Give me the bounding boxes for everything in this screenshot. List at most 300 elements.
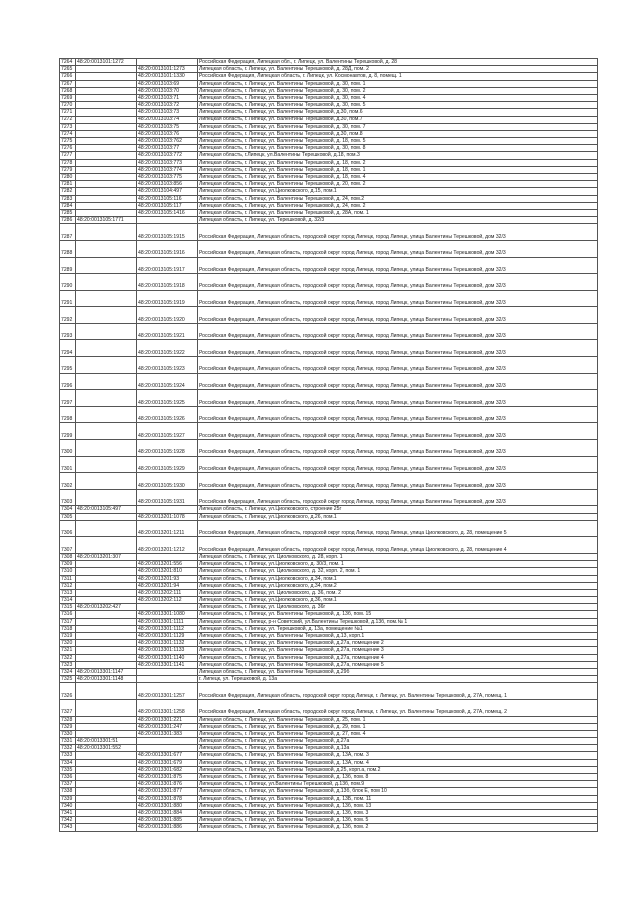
table-row (60, 699, 598, 716)
address-cell: Липецкая область, г. Липецк, ул. Валентины Терешковой, д.13б, блок Е, пом 10 (198, 788, 598, 795)
row-number-cell: 7277 (60, 152, 76, 159)
address-cell: Российская Федерация, Липецкая область, городской округ город Липецк, город Липецк, улица Валентины Терешковой, дом 32/3 (198, 406, 598, 423)
row-number-cell: 7296 (60, 373, 76, 390)
table-row (60, 224, 598, 241)
object-number-cell: 48:20:0013301:1132 (137, 640, 198, 647)
address-cell: Липецкая область, г. Липецк, ул. Валентины Терешковой, д. 13б, пом. 8 (198, 774, 598, 781)
table-row (60, 188, 598, 195)
table-row (60, 138, 598, 145)
object-number-cell: 48:20:0013103:762 (137, 138, 198, 145)
object-number-cell: 48:20:0013103:73 (137, 109, 198, 116)
object-number-cell: 48:20:0013105:1926 (137, 406, 198, 423)
row-number-cell: 7278 (60, 159, 76, 166)
table-row (60, 423, 598, 440)
row-number-cell: 7309 (60, 561, 76, 568)
address-cell: Липецкая область, г. Липецк, ул. Валентины Терешковой, д. 18, пом. 2 (198, 159, 598, 166)
address-cell: Липецкая область, г.Липецк, ул.Валентины Терешковой, д.18, пом.3 (198, 152, 598, 159)
address-cell: Липецкая область, г. Липецк, ул. Валентины Терешковой, д.13, корп.1 (198, 633, 598, 640)
row-number-cell: 7320 (60, 640, 76, 647)
address-cell: Липецкая область, г. Липецк, ул. Валентины Терешковой, д. 18, пом. 4 (198, 174, 598, 181)
address-cell: Российская Федерация, Липецкая обл., г. Липецк, ул. Валентины Терешковой, д. 28 (198, 59, 598, 66)
address-cell: Российская Федерация, Липецкая область, городской округ город Липецк, город Липецк, улица Валентины Терешковой, дом 32/3 (198, 473, 598, 490)
address-cell: Российская Федерация, Липецкая область, городской округ город Липецк, город Липецк, улица Валентины Терешковой, дом 32/3 (198, 390, 598, 407)
address-cell: Липецкая область, г. Липецк, ул. Валентины Терешковой, д. 30, пом. 7 (198, 123, 598, 130)
row-number-cell: 7312 (60, 582, 76, 589)
object-number-cell: 48:20:0013301:877 (137, 788, 198, 795)
table-row (60, 716, 598, 723)
table-row (60, 597, 598, 604)
object-number-cell: 48:20:0013105:1917 (137, 257, 198, 274)
object-number-cell (137, 668, 198, 675)
row-number-cell: 7268 (60, 87, 76, 94)
object-number-cell: 48:20:0013201:1211 (137, 520, 198, 537)
object-number-cell: 48:20:0013105:1927 (137, 423, 198, 440)
address-cell: Липецкая область, г. Липецк, ул. Валентины Терешковой, д.25, корп.а, пом.2 (198, 766, 598, 773)
table-row (60, 66, 598, 73)
table-row (60, 209, 598, 216)
row-number-cell: 7321 (60, 647, 76, 654)
row-number-cell: 7319 (60, 633, 76, 640)
row-number-cell: 7269 (60, 94, 76, 101)
object-number-cell: 48:20:0013201:93 (137, 575, 198, 582)
table-row (60, 195, 598, 202)
parcel-number-cell (76, 152, 137, 159)
row-number-cell: 7288 (60, 240, 76, 257)
object-number-cell: 48:20:0013301:1133 (137, 647, 198, 654)
table-row (60, 406, 598, 423)
parcel-number-cell (76, 618, 137, 625)
object-number-cell: 48:20:0013201:1212 (137, 537, 198, 554)
parcel-number-cell: 48:20:0013301:1148 (76, 676, 137, 683)
object-number-cell: 48:20:0013105:1922 (137, 340, 198, 357)
table-row (60, 817, 598, 824)
table-row (60, 506, 598, 513)
object-number-cell: 48:20:0013301:875 (137, 774, 198, 781)
parcel-number-cell (76, 611, 137, 618)
parcel-number-cell (76, 145, 137, 152)
address-cell: Российская Федерация, Липецкая область, городской округ город Липецк, город Липецк, улица Валентины Терешковой, дом 32/3 (198, 340, 598, 357)
table-row (60, 589, 598, 596)
address-cell: Липецкая область, г. Липецк, ул.Циолковского, д.34, пом.2 (198, 582, 598, 589)
parcel-number-cell (76, 340, 137, 357)
object-number-cell: 48:20:0013101:1273 (137, 66, 198, 73)
table-row (60, 130, 598, 137)
object-number-cell: 48:20:0013301:1111 (137, 618, 198, 625)
parcel-number-cell (76, 683, 137, 700)
parcel-number-cell (76, 138, 137, 145)
address-cell: Липецкая область, г. Липецк, ул.Валентины Терешковой, д.13б, пом.9 (198, 781, 598, 788)
table-row (60, 553, 598, 560)
row-number-cell: 7292 (60, 307, 76, 324)
address-cell: Российская Федерация, Липецкая область, городской округ город Липецк, город Липецк, улица Валентины Терешковой, дом 32/3 (198, 440, 598, 457)
parcel-number-cell (76, 568, 137, 575)
address-cell: Липецкая область, г. Липецк, ул. Терешковой, д. 13а, помещение №1 (198, 625, 598, 632)
table-row (60, 788, 598, 795)
row-number-cell: 7324 (60, 668, 76, 675)
address-cell: Липецкая область, г. Липецк, ул.Циолковского, д.36, пом.1 (198, 597, 598, 604)
address-cell: Российская Федерация, Липецкая область, городской округ город Липецк, г. Липецк, ул. Валентины Терешковой, д. 27А, помещ. 2 (198, 699, 598, 716)
object-number-cell: 48:20:0013103:70 (137, 87, 198, 94)
parcel-number-cell (76, 274, 137, 291)
parcel-number-cell (76, 716, 137, 723)
address-cell: Липецкая область, г. Липецк, ул. Валентины Терешковой, д.27а, помещение 5 (198, 661, 598, 668)
object-number-cell: 48:20:0013105:1929 (137, 456, 198, 473)
row-number-cell: 7274 (60, 130, 76, 137)
row-number-cell: 7291 (60, 290, 76, 307)
address-cell: Липецкая область, г. Липецк, ул.Циолковского, д.34, пом.1 (198, 575, 598, 582)
object-number-cell: 48:20:0013103:72 (137, 102, 198, 109)
parcel-number-cell (76, 752, 137, 759)
row-number-cell: 7305 (60, 513, 76, 520)
object-number-cell: 48:20:0013101:1330 (137, 73, 198, 80)
table-row (60, 640, 598, 647)
parcel-number-cell (76, 575, 137, 582)
address-cell: Липецкая область, г. Липецк, ул. Валентины Терешковой, д. 13А, пом. 3 (198, 752, 598, 759)
table-row (60, 752, 598, 759)
object-number-cell: 48:20:0013105:1919 (137, 290, 198, 307)
object-number-cell: 48:20:0013301:1141 (137, 661, 198, 668)
address-cell: Российская Федерация, Липецкая область, городской округ город Липецк, город Липецк, улица Валентины Терешковой, дом 32/3 (198, 274, 598, 291)
row-number-cell: 7271 (60, 109, 76, 116)
table-row (60, 738, 598, 745)
address-cell: Липецкая область, г. Липецк, ул. Валентины Терешковой, д. 13б, пом. 5 (198, 817, 598, 824)
address-cell: Российская Федерация, Липецкая область, городской округ город Липецк, город Липецк, улица Валентины Терешковой, дом 32/3 (198, 224, 598, 241)
address-cell: Липецкая область, г. Липецк, ул. Валентины Терешковой, д. 30, пом. 4 (198, 94, 598, 101)
object-number-cell: 48:20:0013301:885 (137, 817, 198, 824)
object-number-cell: 48:20:0013202:112 (137, 597, 198, 604)
parcel-number-cell (76, 781, 137, 788)
address-cell: Российская Федерация, Липецкая область, городской округ город Липецк, город Липецк, улица Валентины Терешковой, дом 32/3 (198, 290, 598, 307)
object-number-cell: 48:20:0013201:810 (137, 568, 198, 575)
parcel-number-cell: 48:20:0013105:497 (76, 506, 137, 513)
object-number-cell: 48:20:0013105:1923 (137, 357, 198, 374)
parcel-number-cell (76, 456, 137, 473)
row-number-cell: 7338 (60, 788, 76, 795)
table-row (60, 87, 598, 94)
table-row (60, 489, 598, 506)
parcel-number-cell (76, 195, 137, 202)
parcel-number-cell (76, 290, 137, 307)
object-number-cell: 48:20:0013301:1140 (137, 654, 198, 661)
table-row (60, 102, 598, 109)
object-number-cell: 48:20:0013105:117 (137, 202, 198, 209)
table-row (60, 633, 598, 640)
table-row (60, 520, 598, 537)
parcel-number-cell (76, 240, 137, 257)
table-row (60, 307, 598, 324)
address-cell: Липецкая область, г. Липецк, ул. Циолковского, д. 32, корп. 2, пом. 1 (198, 568, 598, 575)
row-number-cell: 7293 (60, 323, 76, 340)
row-number-cell: 7302 (60, 473, 76, 490)
parcel-number-cell (76, 66, 137, 73)
row-number-cell: 7313 (60, 589, 76, 596)
row-number-cell: 7322 (60, 654, 76, 661)
parcel-number-cell (76, 489, 137, 506)
address-cell: Российская Федерация, Липецкая область, городской округ город Липецк, город Липецк, улица Валентины Терешковой, дом 32/3 (198, 323, 598, 340)
address-cell: Липецкая область, г. Липецк, ул. Валентины Терешковой, д. 24, пом.2 (198, 195, 598, 202)
row-number-cell: 7266 (60, 73, 76, 80)
parcel-number-cell (76, 102, 137, 109)
object-number-cell: 48:20:0013301:1258 (137, 699, 198, 716)
address-cell: Липецкая область, г. Липецк, ул. Валентины Терешковой, д. 18, пом. 1 (198, 166, 598, 173)
object-number-cell: 48:20:0013103:71 (137, 94, 198, 101)
object-number-cell: 48:20:0013103:773 (137, 159, 198, 166)
object-number-cell: 48:20:0013105:1925 (137, 390, 198, 407)
table-row (60, 604, 598, 611)
address-cell: Российская Федерация, Липецкая область, г. Липецк, ул. Космонавтов, д. 8, помещ. 1 (198, 73, 598, 80)
row-number-cell: 7273 (60, 123, 76, 130)
row-number-cell: 7272 (60, 116, 76, 123)
parcel-number-cell (76, 647, 137, 654)
table-row (60, 116, 598, 123)
row-number-cell: 7343 (60, 824, 76, 831)
object-number-cell: 48:20:0013202:111 (137, 589, 198, 596)
object-number-cell: 48:20:0013301:876 (137, 781, 198, 788)
object-number-cell: 48:20:0013301:682 (137, 766, 198, 773)
table-row (60, 240, 598, 257)
address-cell: Липецкая область, г. Липецк, ул. Валентины Терешковой, д. 29, пом. 1 (198, 723, 598, 730)
address-cell: Липецкая область, г. Липецк, ул. Валентины Терешковой, д. 28А, пом. 1 (198, 209, 598, 216)
parcel-number-cell: 48:20:0013301:1147 (76, 668, 137, 675)
table-row (60, 94, 598, 101)
row-number-cell: 7306 (60, 520, 76, 537)
table-row (60, 290, 598, 307)
object-number-cell: 48:20:0013105:1921 (137, 323, 198, 340)
object-number-cell: 48:20:0013103:75 (137, 123, 198, 130)
row-number-cell: 7307 (60, 537, 76, 554)
registry-table (59, 58, 598, 832)
object-number-cell: 48:20:0013201:1078 (137, 513, 198, 520)
parcel-number-cell (76, 257, 137, 274)
parcel-number-cell (76, 824, 137, 831)
row-number-cell: 7326 (60, 683, 76, 700)
row-number-cell: 7284 (60, 202, 76, 209)
address-cell: Российская Федерация, Липецкая область, городской округ город Липецк, город Липецк, улица Валентины Терешковой, дом 32/3 (198, 307, 598, 324)
object-number-cell (137, 59, 198, 66)
object-number-cell: 48:20:0013105:1928 (137, 440, 198, 457)
parcel-number-cell (76, 795, 137, 802)
table-row (60, 109, 598, 116)
table-row (60, 145, 598, 152)
address-cell: Липецкая область, г. Липецк, ул. Валентины Терешковой, д.27а, помещение 2 (198, 640, 598, 647)
parcel-number-cell (76, 633, 137, 640)
parcel-number-cell (76, 390, 137, 407)
table-row (60, 159, 598, 166)
parcel-number-cell (76, 323, 137, 340)
parcel-number-cell (76, 723, 137, 730)
address-cell: Липецкая область, г. Липецк, ул. Валентины Терешковой, д. 30, пом. 8 (198, 145, 598, 152)
table-row (60, 647, 598, 654)
object-number-cell: 48:20:0013103:772 (137, 152, 198, 159)
address-cell: Российская Федерация, Липецкая область, городской округ город Липецк, г. Липецк, ул. Валентины Терешковой, д. 27А, помещ. 1 (198, 683, 598, 700)
row-number-cell: 7264 (60, 59, 76, 66)
table-row (60, 676, 598, 683)
address-cell: Липецкая область, г. Липецк, ул. Валентины Терешковой, д.27а, помещение 3 (198, 647, 598, 654)
row-number-cell: 7317 (60, 618, 76, 625)
table-row (60, 456, 598, 473)
object-number-cell (137, 738, 198, 745)
row-number-cell: 7300 (60, 440, 76, 457)
address-cell: Липецкая область, г. Липецк, ул.Циолковского, д. 30/3, пом. 1 (198, 561, 598, 568)
parcel-number-cell (76, 589, 137, 596)
registry-rows (60, 59, 598, 832)
row-number-cell: 7286 (60, 217, 76, 224)
table-row (60, 73, 598, 80)
row-number-cell: 7316 (60, 611, 76, 618)
row-number-cell: 7336 (60, 774, 76, 781)
address-cell: Российская Федерация, Липецкая область, городской округ город Липецк, город Липецк, улица Валентины Терешковой, дом 32/3 (198, 489, 598, 506)
object-number-cell (137, 604, 198, 611)
table-row (60, 759, 598, 766)
row-number-cell: 7331 (60, 738, 76, 745)
address-cell: Липецкая область, г. Липецк, ул. Валентины Терешковой, д. 13Б, пом. 11 (198, 795, 598, 802)
table-row (60, 809, 598, 816)
parcel-number-cell (76, 188, 137, 195)
table-row (60, 582, 598, 589)
parcel-number-cell (76, 699, 137, 716)
row-number-cell: 7280 (60, 174, 76, 181)
table-row (60, 611, 598, 618)
object-number-cell: 48:20:0013105:1918 (137, 274, 198, 291)
object-number-cell: 48:20:0013105:1931 (137, 489, 198, 506)
parcel-number-cell (76, 774, 137, 781)
row-number-cell: 7335 (60, 766, 76, 773)
table-row (60, 513, 598, 520)
row-number-cell: 7325 (60, 676, 76, 683)
parcel-number-cell: 48:20:0013201:307 (76, 553, 137, 560)
address-cell: Липецкая область, г. Липецк, ул. Валентины Терешковой, д. 18, пом. 5 (198, 138, 598, 145)
parcel-number-cell (76, 109, 137, 116)
parcel-number-cell (76, 406, 137, 423)
address-cell: Липецкая область, г. Липецк, ул. Валентины Терешковой, д. 13б, пом. 2 (198, 824, 598, 831)
object-number-cell: 48:20:0013103:74 (137, 116, 198, 123)
parcel-number-cell (76, 561, 137, 568)
object-number-cell: 48:20:0013301:677 (137, 752, 198, 759)
object-number-cell: 48:20:0013103:856 (137, 181, 198, 188)
row-number-cell: 7311 (60, 575, 76, 582)
parcel-number-cell (76, 802, 137, 809)
address-cell: Липецкая область, г. Липецк, ул. Валентины Терешковой, д. 30, пом. 2 (198, 87, 598, 94)
address-cell: Липецкая область, г. Липецк, ул. Валентины Терешковой, д.13а (198, 745, 598, 752)
address-cell: Липецкая область, г. Липецк, ул. Циолковского, д. 36, пом. 2 (198, 589, 598, 596)
address-cell: Российская Федерация, Липецкая область, городской округ город Липецк, город Липецк, улица Валентины Терешковой, дом 32/3 (198, 357, 598, 374)
object-number-cell (137, 745, 198, 752)
table-row (60, 274, 598, 291)
object-number-cell: 48:20:0013105:1930 (137, 473, 198, 490)
parcel-number-cell (76, 357, 137, 374)
parcel-number-cell (76, 166, 137, 173)
address-cell: Липецкая область, г. Липецк, ул. Валентины Терешковой, д. 30, пом. 5 (198, 102, 598, 109)
parcel-number-cell (76, 513, 137, 520)
parcel-number-cell (76, 87, 137, 94)
table-row (60, 668, 598, 675)
parcel-number-cell (76, 473, 137, 490)
row-number-cell: 7275 (60, 138, 76, 145)
row-number-cell: 7283 (60, 195, 76, 202)
object-number-cell: 48:20:0013103:775 (137, 174, 198, 181)
object-number-cell: 48:20:0013105:116 (137, 195, 198, 202)
row-number-cell: 7287 (60, 224, 76, 241)
object-number-cell: 48:20:0013105:1924 (137, 373, 198, 390)
parcel-number-cell (76, 520, 137, 537)
object-number-cell: 48:20:0013104:497 (137, 188, 198, 195)
row-number-cell: 7323 (60, 661, 76, 668)
object-number-cell: 48:20:0013301:878 (137, 795, 198, 802)
table-row (60, 766, 598, 773)
table-row (60, 59, 598, 66)
table-row (60, 537, 598, 554)
parcel-number-cell (76, 625, 137, 632)
address-cell: Липецкая область, г. Липецк, ул. Валентины Терешковой, д. 13б, пом. 13 (198, 802, 598, 809)
parcel-number-cell (76, 94, 137, 101)
parcel-number-cell (76, 766, 137, 773)
address-cell: Липецкая область, г. Липецк, ул. Валентины Терешковой, д. 13б, пом. 3 (198, 809, 598, 816)
address-cell: Российская Федерация, Липецкая область, городской округ город Липецк, город Липецк, улица Циолковского, д. 28, помещение 5 (198, 520, 598, 537)
table-row (60, 373, 598, 390)
row-number-cell: 7334 (60, 759, 76, 766)
object-number-cell: 48:20:0013103:69 (137, 80, 198, 87)
table-row (60, 340, 598, 357)
object-number-cell: 48:20:0013105:1416 (137, 209, 198, 216)
address-cell: Липецкая область, г. Липецк, ул. Валентины Терешковой, д.27а, помещение 4 (198, 654, 598, 661)
row-number-cell: 7279 (60, 166, 76, 173)
address-cell: Липецкая область, г. Липецк, ул. Валентины Терешковой, д.30, пом.8 (198, 130, 598, 137)
address-cell: Липецкая область, г. Липецк, ул. Валентины Терешковой, д. 20, пом. 2 (198, 181, 598, 188)
parcel-number-cell (76, 423, 137, 440)
object-number-cell (137, 217, 198, 224)
object-number-cell: 48:20:0013105:1920 (137, 307, 198, 324)
parcel-number-cell (76, 202, 137, 209)
row-number-cell: 7289 (60, 257, 76, 274)
address-cell: Липецкая область, г. Липецк, ул.Циолковского, д.15, пом.1 (198, 188, 598, 195)
address-cell: Липецкая область, г. Липецк, ул. Циолковского, д. 28, корп. 1 (198, 553, 598, 560)
object-number-cell: 48:20:0013301:247 (137, 723, 198, 730)
address-cell: Российская Федерация, Липецкая область, городской округ город Липецк, город Липецк, улица Валентины Терешковой, дом 32/3 (198, 423, 598, 440)
address-cell: Липецкая область, г. Липецк, ул. Валентины Терешковой, д. 27, пом. 4 (198, 730, 598, 737)
row-number-cell: 7290 (60, 274, 76, 291)
object-number-cell: 48:20:0013301:884 (137, 809, 198, 816)
row-number-cell: 7332 (60, 745, 76, 752)
object-number-cell: 48:20:0013301:886 (137, 824, 198, 831)
row-number-cell: 7340 (60, 802, 76, 809)
parcel-number-cell (76, 809, 137, 816)
parcel-number-cell (76, 661, 137, 668)
parcel-number-cell: 48:20:0013101:1272 (76, 59, 137, 66)
row-number-cell: 7315 (60, 604, 76, 611)
row-number-cell: 7270 (60, 102, 76, 109)
row-number-cell: 7265 (60, 66, 76, 73)
parcel-number-cell (76, 73, 137, 80)
object-number-cell: 48:20:0013105:1916 (137, 240, 198, 257)
object-number-cell: 48:20:0013301:1129 (137, 633, 198, 640)
parcel-number-cell (76, 817, 137, 824)
row-number-cell: 7267 (60, 80, 76, 87)
row-number-cell: 7276 (60, 145, 76, 152)
table-row (60, 568, 598, 575)
row-number-cell: 7301 (60, 456, 76, 473)
address-cell: Липецкая область, г. Липецк, ул. Валентины Терешковой, д. 25, пом. 1 (198, 716, 598, 723)
table-row (60, 440, 598, 457)
row-number-cell: 7333 (60, 752, 76, 759)
row-number-cell: 7342 (60, 817, 76, 824)
table-row (60, 390, 598, 407)
table-row (60, 561, 598, 568)
table-row (60, 323, 598, 340)
address-cell: Липецкая область, г. Липецк, ул. Валентины Терешковой, д.29б (198, 668, 598, 675)
table-row (60, 730, 598, 737)
row-number-cell: 7282 (60, 188, 76, 195)
table-row (60, 257, 598, 274)
